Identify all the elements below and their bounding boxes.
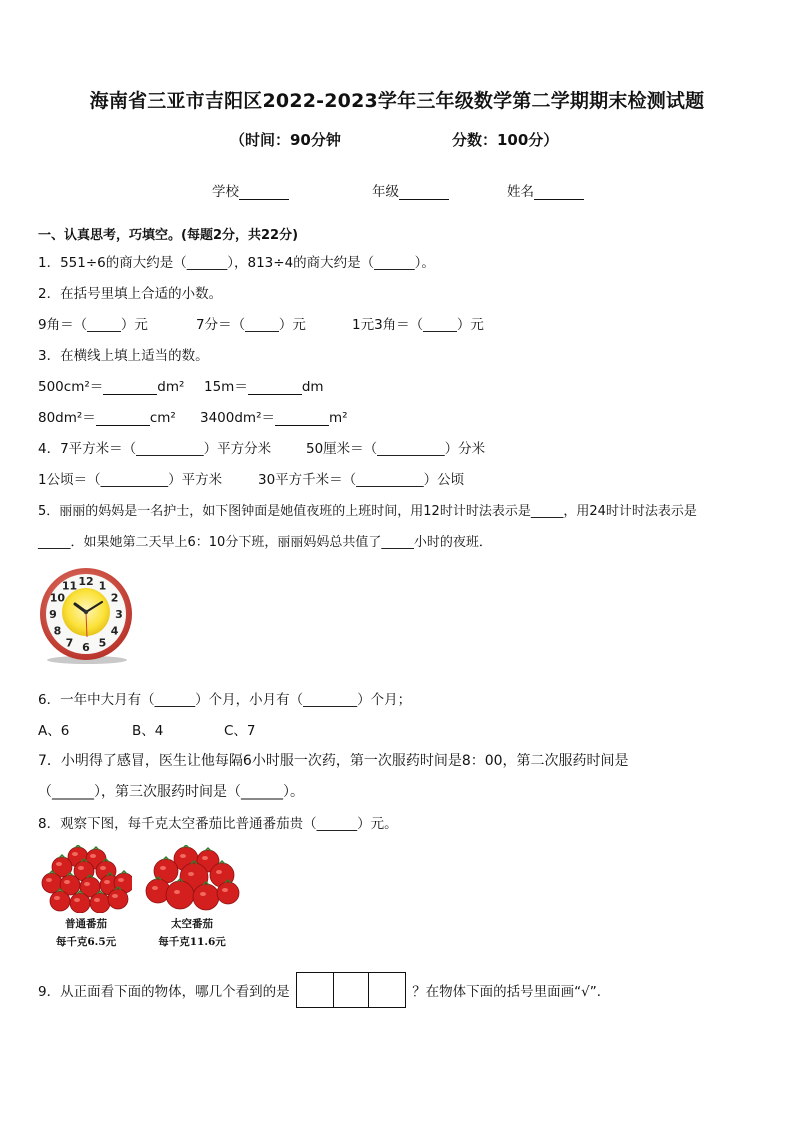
tomato-highlight: [216, 870, 222, 874]
clock-numeral: 3: [115, 608, 123, 621]
clock-numeral: 5: [98, 636, 107, 650]
question-4-item-4: 30平方千米＝（__________）公顷: [258, 472, 465, 488]
question-5-line-2: _____．如果她第二天早上6：10分下班，丽丽妈妈总共值了_____小时的夜班．: [38, 535, 492, 550]
grade-field[interactable]: [372, 180, 449, 200]
exam-score: 分数：100分）: [452, 131, 559, 149]
tomato-highlight: [78, 866, 84, 870]
ordinary-tomato-label: 普通番茄: [65, 918, 107, 930]
wall-clock-image: [38, 565, 136, 665]
question-2-item-3: 1元3角＝（_____）元: [352, 317, 484, 333]
ordinary-tomato-price: 每千克6.5元: [55, 936, 117, 948]
tomato: [50, 891, 70, 911]
question-2-item-2: 7分＝（_____）元: [196, 317, 306, 333]
clock-center: [84, 610, 88, 614]
option-a[interactable]: A、6: [38, 723, 70, 739]
answer-blank[interactable]: [248, 380, 302, 395]
tomato-highlight: [46, 878, 52, 882]
grade-blank[interactable]: [399, 185, 449, 200]
tomato: [217, 882, 239, 904]
question-2-item-1: 9角＝（_____）元: [38, 317, 148, 333]
space-tomatoes-image: [142, 845, 242, 913]
tomato-highlight: [112, 894, 118, 898]
question-4-item-1: 4．7平方米＝（__________）平方分米: [38, 441, 272, 457]
clock-numeral: 9: [49, 608, 57, 621]
view-square-2: [368, 973, 369, 1007]
ordinary-tomatoes-image: [40, 845, 132, 913]
tomato: [70, 893, 90, 913]
tomato-highlight: [188, 872, 194, 876]
tomato-highlight: [74, 898, 80, 902]
tomato: [193, 884, 219, 910]
question-3-item-2: 15m＝ dm: [204, 379, 324, 395]
clock-numeral: 2: [110, 591, 119, 605]
clock-numeral: 12: [78, 575, 94, 588]
clock-numeral: 6: [82, 641, 90, 654]
tomato: [90, 893, 110, 913]
section-heading: 一、认真思考，巧填空。(每题2分，共22分): [38, 228, 299, 243]
tomato: [166, 881, 194, 909]
name-field[interactable]: [507, 180, 584, 200]
clock-numeral: 8: [53, 624, 62, 638]
question-3-item-1: 500cm²＝ dm²: [38, 379, 185, 395]
name-blank[interactable]: [534, 185, 584, 200]
tomato-highlight: [104, 880, 110, 884]
front-view-figure: [296, 972, 406, 1008]
tomato-highlight: [222, 888, 228, 892]
name-label: 姓名: [507, 184, 534, 200]
space-tomato-price: 每千克11.6元: [158, 936, 226, 948]
tomato: [108, 889, 128, 909]
tomato-highlight: [100, 866, 106, 870]
question-7-line-1: 7．小明得了感冒，医生让他每隔6小时服一次药，第一次服药时间是8：00，第二次服药时间是: [38, 753, 629, 769]
tomato-highlight: [56, 862, 62, 866]
question-4-item-2: 50厘米＝（__________）分米: [306, 441, 486, 457]
tomato-highlight: [200, 892, 206, 896]
tomato-highlight: [202, 856, 208, 860]
tomato-highlight: [90, 854, 96, 858]
tomato-highlight: [118, 878, 124, 882]
question-8: 8．观察下图，每千克太空番茄比普通番茄贵（______）元。: [38, 816, 398, 832]
clock-numeral: 11: [61, 579, 78, 593]
tomato-highlight: [94, 898, 100, 902]
tomato-highlight: [64, 880, 70, 884]
answer-blank[interactable]: [275, 411, 329, 426]
clock-numeral: 10: [49, 591, 66, 605]
tomato-highlight: [160, 866, 166, 870]
question-9-text-before: 9．从正面看下面的物体，哪几个看到的是: [38, 984, 290, 1000]
grade-label: 年级: [372, 184, 399, 200]
clock-numeral: 7: [65, 636, 74, 650]
exam-time: （时间：90分钟: [230, 131, 341, 149]
option-c[interactable]: C、7: [224, 723, 256, 739]
school-blank[interactable]: [239, 185, 289, 200]
question-1: 1．551÷6的商大约是（______），813÷4的商大约是（______）。: [38, 255, 435, 271]
tomato-highlight: [180, 854, 186, 858]
option-b[interactable]: B、4: [132, 723, 164, 739]
page-title: 海南省三亚市吉阳区2022-2023学年三年级数学第二学期期末检测试题: [89, 90, 705, 112]
answer-blank[interactable]: [96, 411, 150, 426]
tomato-highlight: [152, 886, 158, 890]
tomato-highlight: [174, 890, 180, 894]
tomato-highlight: [54, 896, 60, 900]
tomato-highlight: [72, 852, 78, 856]
question-7-line-2: （______），第三次服药时间是（______）。: [38, 784, 304, 800]
question-3: 3．在横线上填上适当的数。: [38, 348, 209, 364]
clock-numeral: 1: [98, 579, 107, 593]
question-9: [38, 974, 610, 1010]
question-9-text-after: ？在物体下面的括号里面画“√”．: [412, 984, 611, 1000]
clock-numeral: 4: [110, 624, 119, 638]
question-3-item-3: 80dm²＝ cm²: [38, 410, 176, 426]
answer-blank[interactable]: [103, 380, 157, 395]
question-5-line-1: 5．丽丽的妈妈是一名护士，如下图钟面是她值夜班的上班时间，用12时计时法表示是_____，用24时计时法表示是: [38, 504, 697, 519]
tomato-highlight: [84, 882, 90, 886]
school-field[interactable]: [212, 180, 289, 200]
school-label: 学校: [212, 184, 239, 200]
view-square-1: [333, 973, 334, 1007]
question-2: 2．在括号里填上合适的小数。: [38, 286, 223, 302]
space-tomato-label: 太空番茄: [171, 918, 213, 930]
question-6: 6．一年中大月有（______）个月，小月有（________）个月；: [38, 692, 412, 708]
question-3-item-4: 3400dm²＝ m²: [200, 410, 348, 426]
question-4-item-3: 1公顷＝（__________）平方米: [38, 472, 223, 488]
